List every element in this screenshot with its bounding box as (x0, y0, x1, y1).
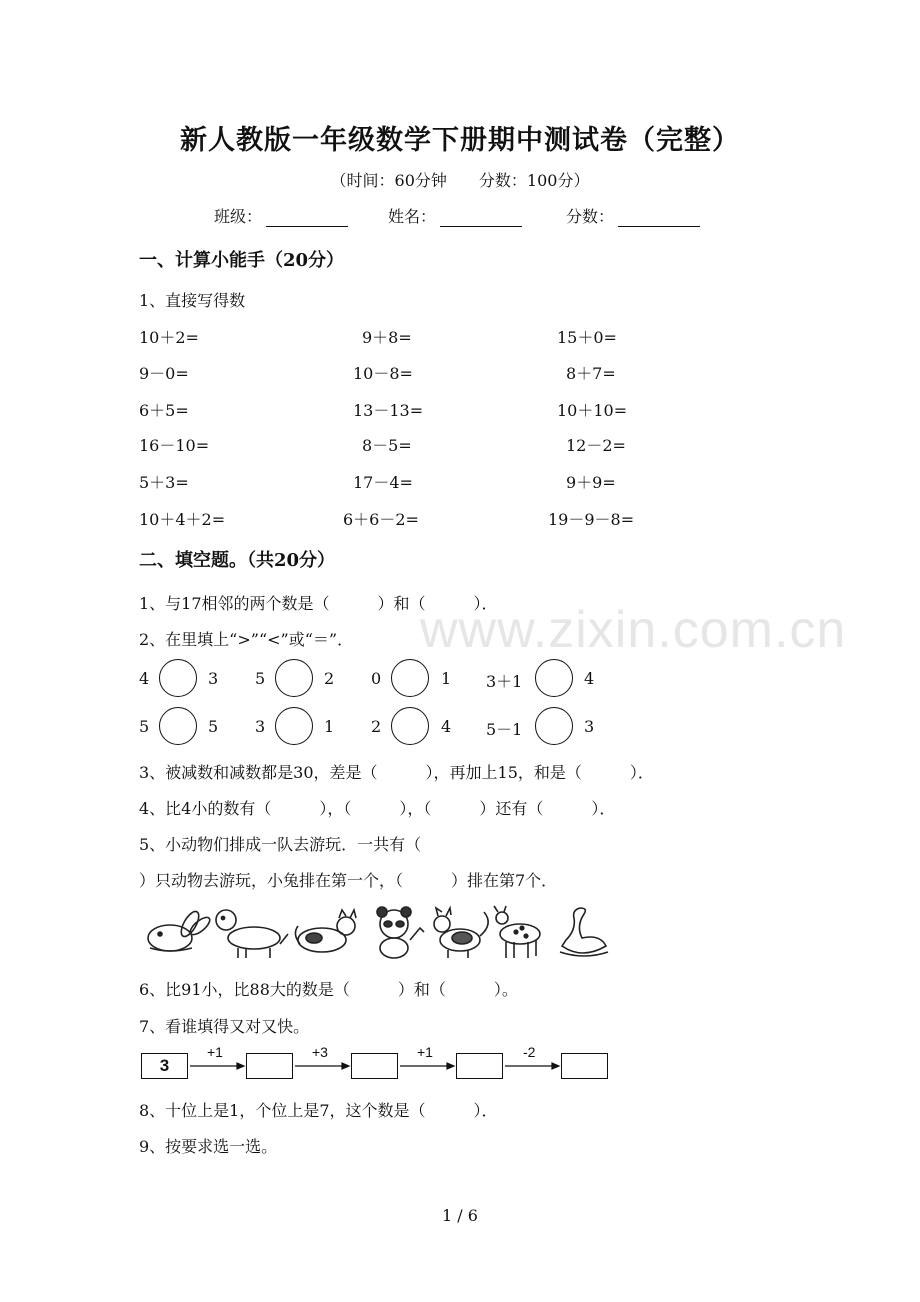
compare-left: 4 (139, 669, 150, 688)
chain-arrows (188, 1058, 568, 1074)
section2-heading: 二、填空题。（共20分） (139, 550, 336, 571)
question-2-9: 9、按要求选一选。 (139, 1137, 278, 1156)
deer-icon (494, 906, 540, 958)
compare-right: 1 (324, 717, 335, 736)
calc-item: 15＋0= (557, 328, 617, 347)
question-2-2: 2、在里填上“>”“<”或“＝”． (139, 630, 354, 649)
compare-right: 3 (584, 717, 595, 736)
compare-left: 5－1 (486, 720, 523, 739)
compare-circle[interactable] (159, 707, 197, 745)
compare-circle[interactable] (391, 707, 429, 745)
calc-item: 19－9－8= (548, 510, 635, 529)
compare-left: 0 (371, 669, 382, 688)
question-1-1: 1、直接写得数 (139, 291, 246, 310)
compare-right: 4 (441, 717, 452, 736)
page-title: 新人教版一年级数学下册期中测试卷（完整） (180, 125, 740, 156)
compare-left: 3＋1 (486, 672, 523, 691)
compare-left: 2 (371, 717, 382, 736)
score-field (566, 204, 700, 227)
compare-right: 4 (584, 669, 595, 688)
calc-item: 5＋3= (139, 473, 189, 492)
chain-op-label: +3 (312, 1044, 328, 1060)
panda-icon (377, 907, 424, 958)
calc-item: 12－2= (566, 436, 626, 455)
question-2-1: 1、与17相邻的两个数是（ ）和（ ）． (139, 594, 498, 613)
class-field (214, 204, 348, 227)
question-2-8: 8、十位上是1，个位上是7，这个数是（ ）． (139, 1101, 498, 1120)
calc-item: 6＋5= (139, 401, 189, 420)
chain-answer-box[interactable] (561, 1053, 608, 1079)
chain-op-label: -2 (523, 1044, 536, 1060)
question-2-5b: ）只动物去游玩，小兔排在第一个，（ ）排在第7个． (139, 871, 558, 890)
score-blank[interactable] (618, 208, 700, 227)
animal-parade-illustration (142, 904, 612, 960)
compare-right: 2 (324, 669, 335, 688)
name-blank[interactable] (440, 208, 522, 227)
dog-icon (216, 910, 288, 958)
question-2-4: 4、比4小的数有（ ），（ ），（ ）还有（ ）． (139, 799, 616, 818)
calc-item: 13－13= (353, 401, 424, 420)
compare-left: 5 (255, 669, 266, 688)
calc-item: 9＋8= (362, 328, 412, 347)
calc-item: 16－10= (139, 436, 210, 455)
calc-item: 8－5= (362, 436, 412, 455)
compare-circle[interactable] (275, 659, 313, 697)
chain-op-label: +1 (207, 1044, 223, 1060)
name-label: 姓名： (388, 207, 437, 226)
calc-item: 9＋9= (566, 473, 616, 492)
swan-icon (560, 908, 608, 956)
calc-item: 6＋6－2= (343, 510, 419, 529)
calc-item: 10＋4＋2= (139, 510, 226, 529)
fox-icon (434, 908, 488, 958)
rabbit-icon (148, 909, 212, 951)
watermark: www.zixin.com.cn (420, 601, 847, 659)
compare-right: 3 (208, 669, 219, 688)
compare-left: 5 (139, 717, 150, 736)
compare-right: 1 (441, 669, 452, 688)
calc-item: 17－4= (353, 473, 413, 492)
calc-item: 9－0= (139, 364, 189, 383)
class-blank[interactable] (266, 208, 348, 227)
question-2-7: 7、看谁填得又对又快。 (139, 1017, 310, 1036)
cat-icon (295, 910, 356, 952)
question-2-3: 3、被减数和减数都是30，差是（ ），再加上15，和是（ ）． (139, 763, 654, 782)
compare-circle[interactable] (535, 707, 573, 745)
compare-left: 3 (255, 717, 266, 736)
page-number: 1 / 6 (442, 1206, 478, 1225)
calc-item: 10＋10= (557, 401, 628, 420)
score-label: 分数： (566, 207, 615, 226)
exam-info: （时间：60分钟 分数：100分） (330, 171, 590, 190)
calc-item: 10＋2= (139, 328, 199, 347)
chain-start-box: 3 (141, 1053, 188, 1079)
chain-op-label: +1 (417, 1044, 433, 1060)
calc-item: 8＋7= (566, 364, 616, 383)
compare-circle[interactable] (391, 659, 429, 697)
question-2-6: 6、比91小，比88大的数是（ ）和（ ）。 (139, 980, 518, 999)
section1-heading: 一、计算小能手（20分） (139, 250, 345, 271)
compare-circle[interactable] (535, 659, 573, 697)
calc-item: 10－8= (353, 364, 413, 383)
class-label: 班级： (214, 207, 263, 226)
question-2-5a: 5、小动物们排成一队去游玩．一共有（ (139, 835, 422, 854)
compare-circle[interactable] (159, 659, 197, 697)
compare-right: 5 (208, 717, 219, 736)
name-field (388, 204, 522, 227)
compare-circle[interactable] (275, 707, 313, 745)
